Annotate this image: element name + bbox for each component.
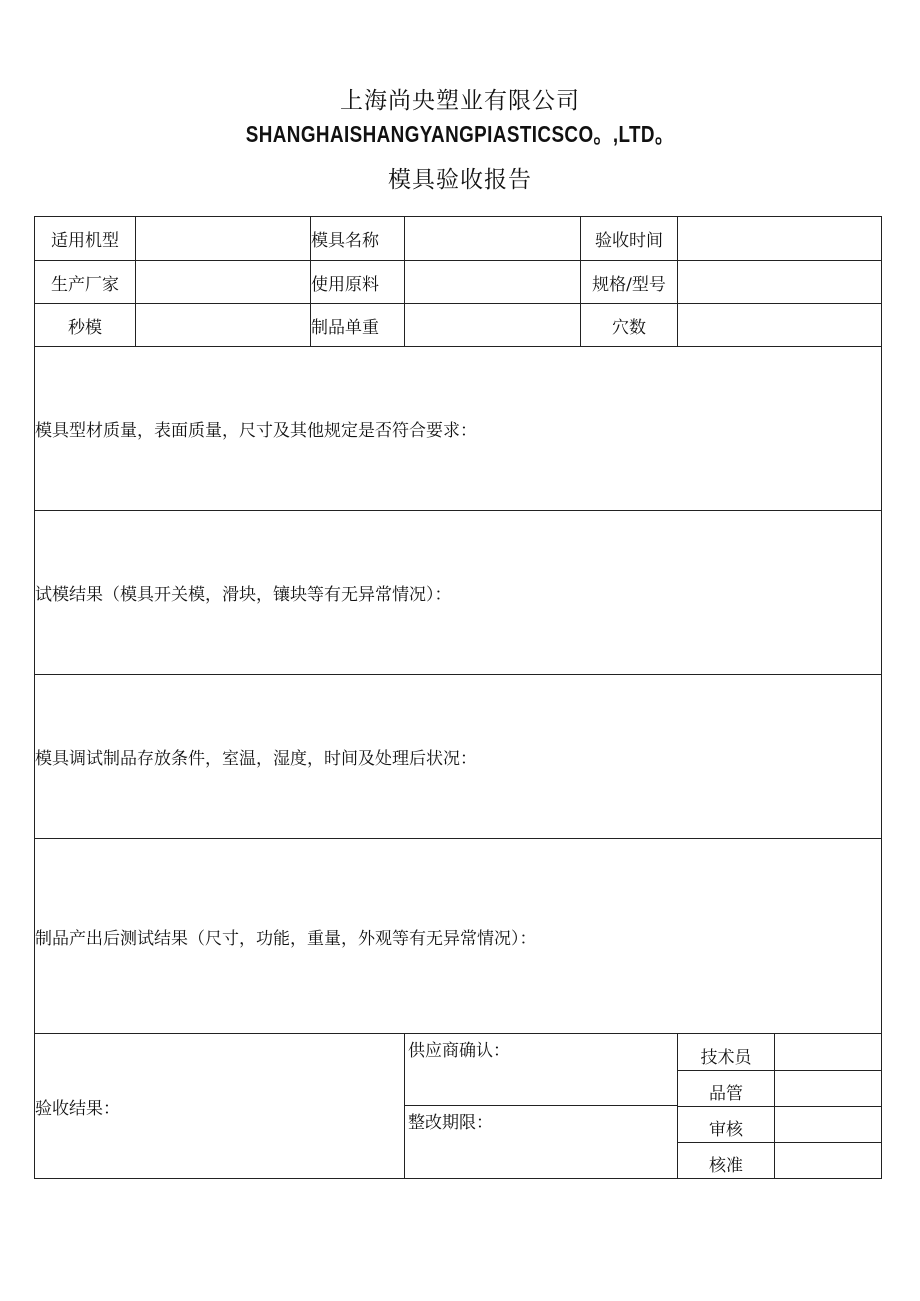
label-mold-name: 模具名称 — [311, 217, 405, 261]
document-title: 模具验收报告 — [388, 167, 532, 193]
label-raw-material: 使用原料 — [311, 261, 405, 304]
label-machine-type: 适用机型 — [35, 217, 136, 261]
supplier-cell — [405, 1034, 678, 1179]
supplier-confirm-label: 供应商确认： — [408, 1041, 510, 1061]
acceptance-form — [34, 216, 882, 1179]
field-acceptance-time[interactable] — [678, 217, 882, 261]
info-row — [35, 217, 882, 261]
signoff-label-review: 审核 — [678, 1106, 775, 1142]
company-name-en: SHANGHAISHANGYANGPIASTICSCO。,LTD。 — [245, 121, 675, 147]
field-cavity-count[interactable] — [678, 304, 882, 347]
label-cavity-count: 穴数 — [581, 304, 678, 347]
label-manufacturer: 生产厂家 — [35, 261, 136, 304]
field-unit-weight[interactable] — [405, 304, 581, 347]
signoff-row — [678, 1142, 881, 1178]
field-manufacturer[interactable] — [136, 261, 311, 304]
signoff-field-approve[interactable] — [775, 1142, 881, 1178]
section-label: 试模结果（模具开关模，滑块，镶块等有无异常情况）： — [35, 585, 452, 605]
field-spec-model[interactable] — [678, 261, 882, 304]
section-material-quality[interactable] — [35, 347, 882, 511]
label-unit-weight: 制品单重 — [311, 304, 405, 347]
field-cycle-time[interactable] — [136, 304, 311, 347]
label-acceptance-time: 验收时间 — [581, 217, 678, 261]
signoff-row — [678, 1070, 881, 1107]
field-raw-material[interactable] — [405, 261, 581, 304]
rectify-deadline-label: 整改期限： — [408, 1113, 493, 1133]
company-name-cn: 上海尚央塑业有限公司 — [340, 88, 580, 114]
field-mold-name[interactable] — [405, 217, 581, 261]
signoff-field-technician[interactable] — [775, 1034, 881, 1070]
signoff-cell — [678, 1034, 882, 1179]
section-storage-conditions[interactable] — [35, 675, 882, 839]
label-spec-model: 规格/型号 — [581, 261, 678, 304]
section-product-test-result[interactable] — [35, 839, 882, 1034]
section-label: 制品产出后测试结果（尺寸，功能，重量，外观等有无异常情况）： — [35, 928, 537, 949]
signoff-label-qc: 品管 — [678, 1070, 775, 1106]
field-machine-type[interactable] — [136, 217, 311, 261]
signoff-label-technician: 技术员 — [678, 1034, 775, 1070]
signoff-row — [678, 1034, 881, 1071]
rectify-deadline-area[interactable] — [405, 1106, 677, 1178]
acceptance-result-cell[interactable] — [35, 1034, 405, 1179]
signoff-label-approve: 核准 — [678, 1142, 775, 1178]
signoff-row — [678, 1106, 881, 1143]
signoff-field-review[interactable] — [775, 1106, 881, 1142]
supplier-confirm-area[interactable] — [405, 1034, 677, 1106]
section-trial-result[interactable] — [35, 511, 882, 675]
section-label: 模具型材质量，表面质量，尺寸及其他规定是否符合要求： — [35, 421, 477, 441]
info-row — [35, 304, 882, 347]
label-cycle-time: 秒模 — [35, 304, 136, 347]
signoff-field-qc[interactable] — [775, 1070, 881, 1106]
section-label: 模具调试制品存放条件，室温，湿度，时间及处理后状况： — [35, 749, 477, 769]
acceptance-result-label: 验收结果： — [35, 1098, 120, 1119]
info-row — [35, 261, 882, 304]
